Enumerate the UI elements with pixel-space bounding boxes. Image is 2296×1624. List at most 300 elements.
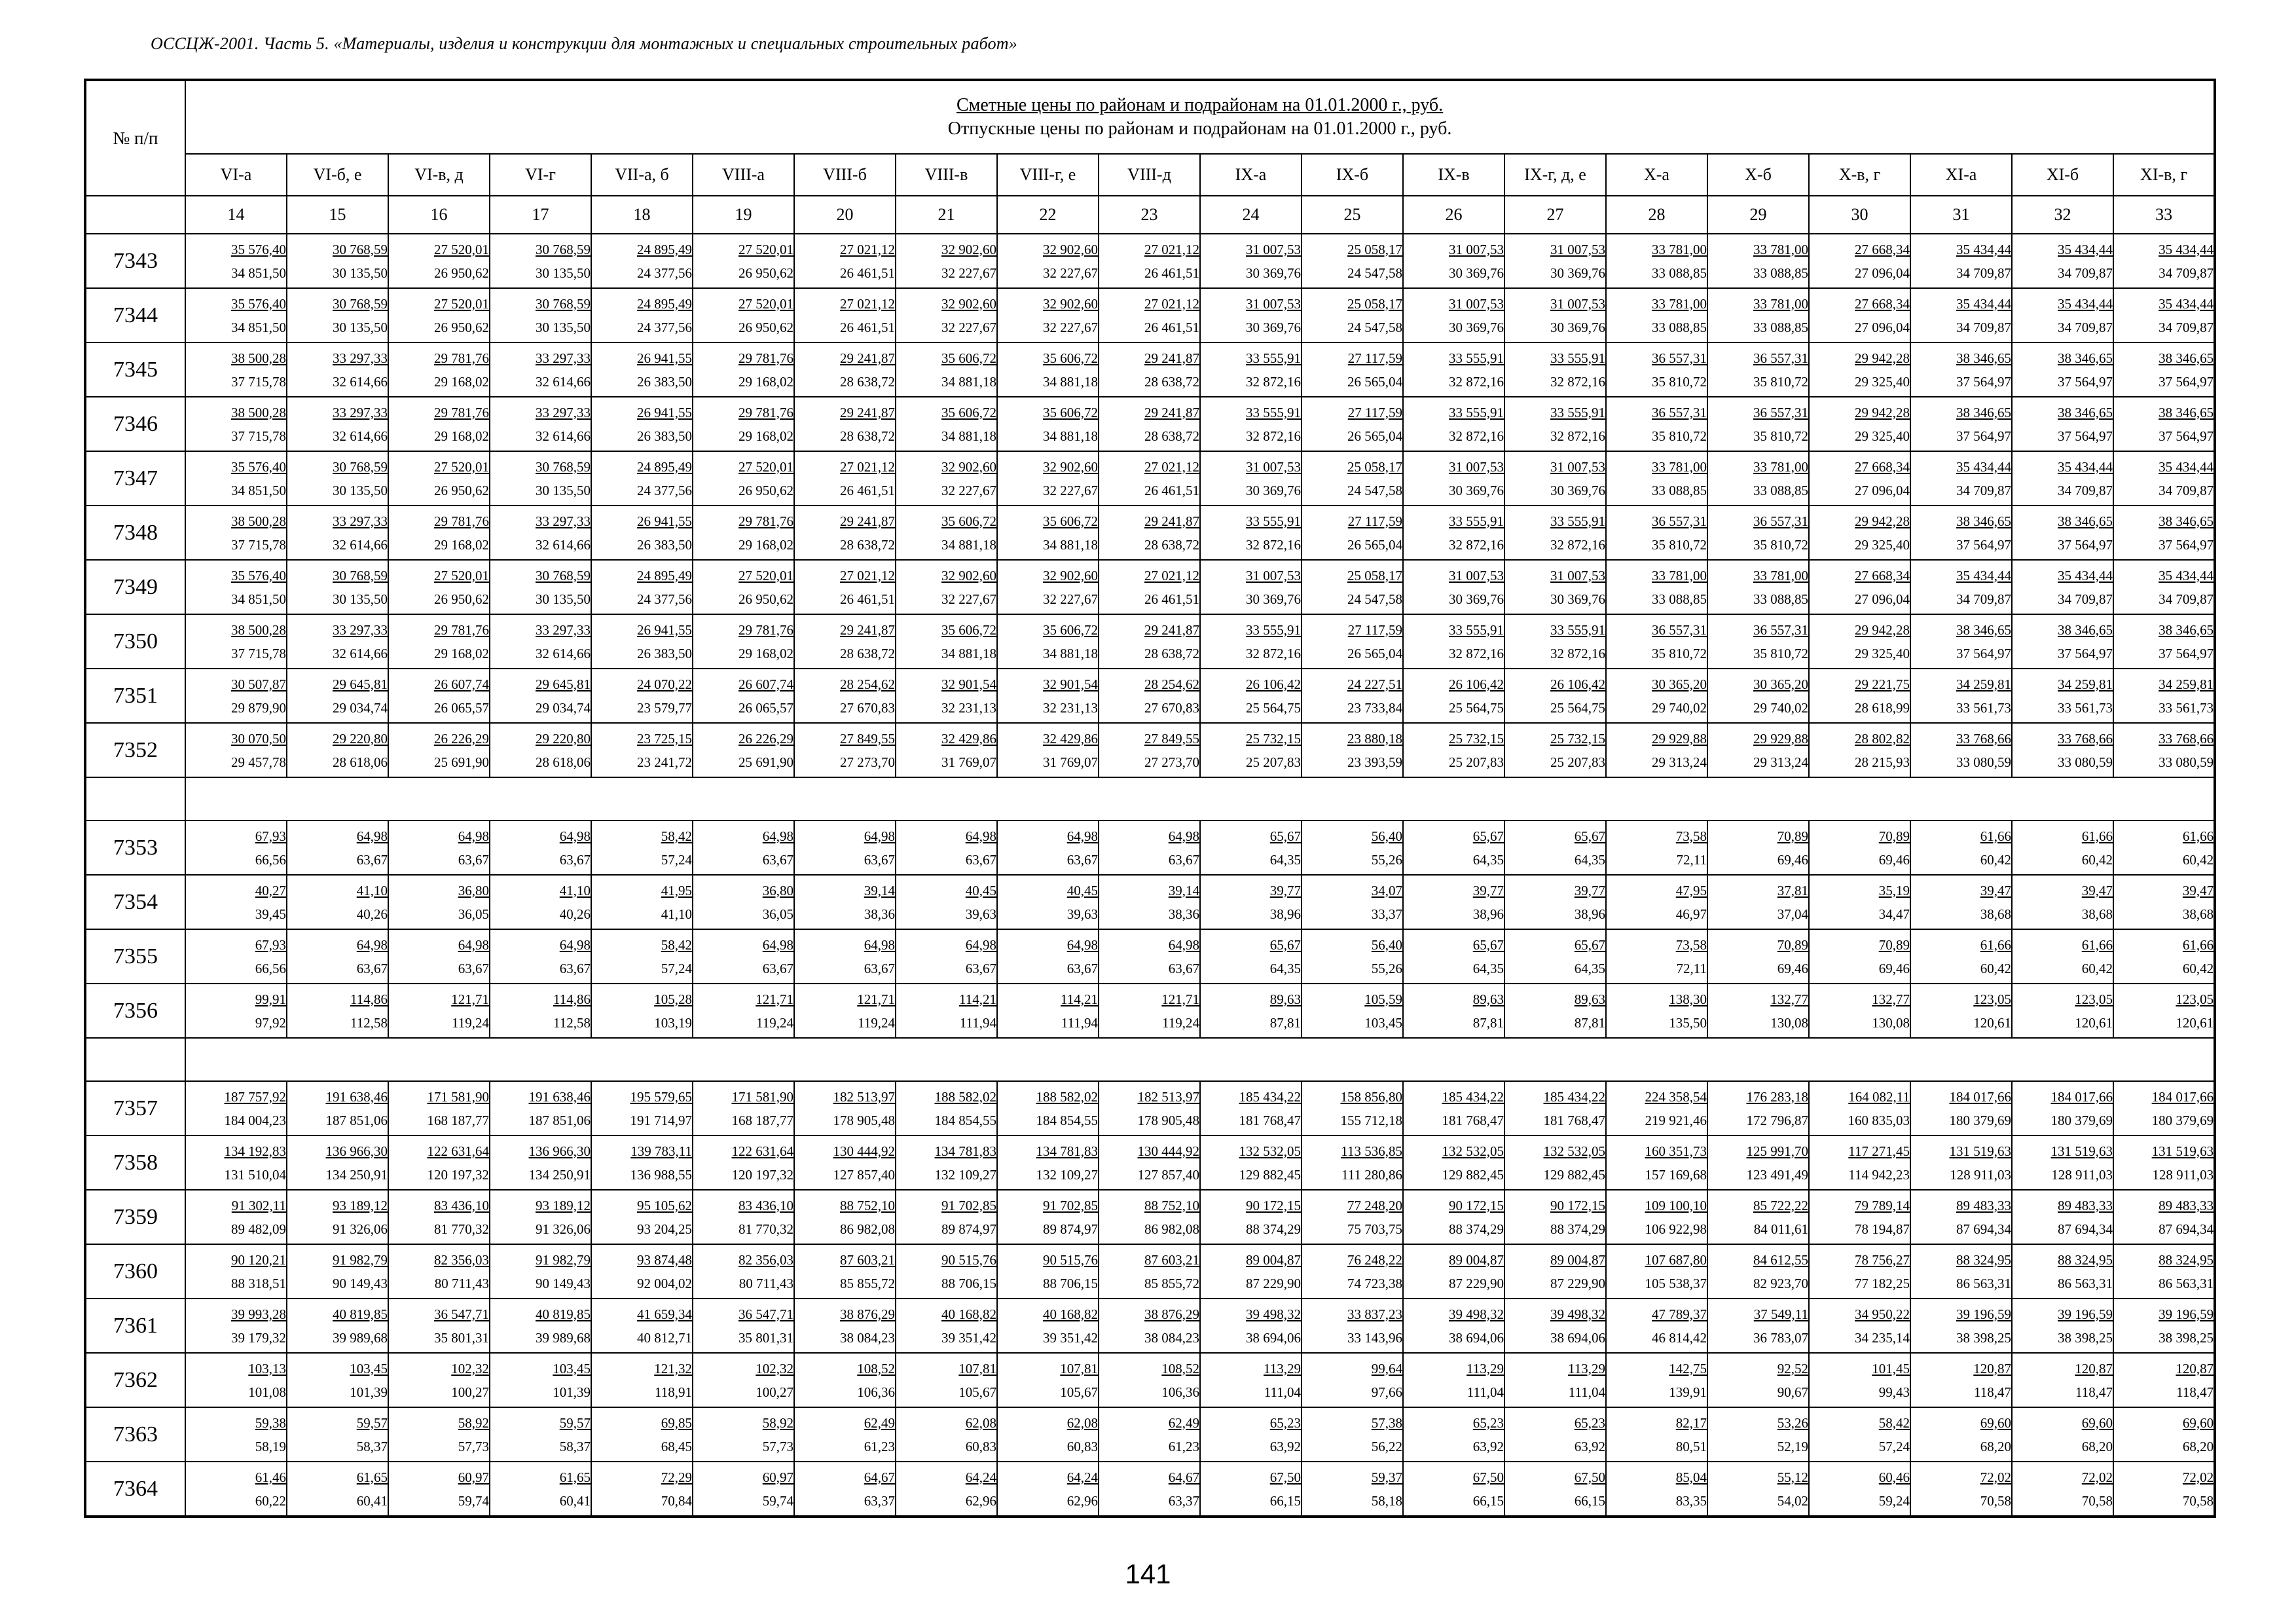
estimated-price: 131 519,63 (1949, 1143, 2011, 1159)
price-cell (1910, 234, 2012, 288)
estimated-price: 67,50 (1472, 1469, 1504, 1485)
estimated-price: 31 007,53 (1550, 295, 1605, 312)
estimated-price: 120,87 (2176, 1360, 2214, 1376)
price-cell (591, 1190, 693, 1244)
estimated-price: 93 189,12 (536, 1197, 591, 1213)
release-price: 30 369,76 (1550, 319, 1605, 335)
separator-cell (85, 1038, 185, 1081)
price-cell (1099, 288, 1200, 342)
estimated-price: 56,40 (1371, 828, 1402, 844)
release-price: 26 383,50 (637, 428, 692, 444)
release-price: 131 510,04 (224, 1166, 286, 1183)
estimated-price: 32 429,86 (1043, 730, 1098, 747)
release-price: 100,27 (756, 1384, 793, 1400)
region-header: IX-б (1302, 154, 1403, 196)
release-price: 130,08 (1770, 1014, 1808, 1031)
estimated-price: 35 576,40 (231, 241, 286, 257)
table-row (85, 1244, 2215, 1299)
estimated-price: 64,98 (864, 828, 895, 844)
estimated-price: 61,66 (2182, 828, 2214, 844)
estimated-price: 64,98 (965, 828, 996, 844)
release-price: 26 950,62 (434, 482, 489, 498)
release-price: 168 187,77 (427, 1112, 489, 1128)
price-cell (2012, 451, 2113, 506)
price-cell (1504, 669, 1606, 723)
price-cell (1606, 288, 1707, 342)
release-price: 93 204,25 (637, 1221, 692, 1237)
release-price: 25 564,75 (1449, 699, 1504, 716)
release-price: 89 874,97 (941, 1221, 996, 1237)
estimated-price: 132 532,05 (1239, 1143, 1301, 1159)
estimated-price: 55,12 (1777, 1469, 1808, 1485)
estimated-price: 92,52 (1777, 1360, 1808, 1376)
price-cell (1200, 1407, 1302, 1462)
price-cell (896, 1081, 997, 1135)
estimated-price: 33 555,91 (1550, 621, 1605, 638)
price-cell (1504, 288, 1606, 342)
price-cell (1403, 560, 1504, 614)
estimated-price: 87 603,21 (1144, 1251, 1199, 1268)
release-price: 30 135,50 (536, 591, 591, 607)
release-price: 37 564,97 (2058, 373, 2113, 390)
release-price: 35 801,31 (434, 1329, 489, 1346)
release-price: 32 227,67 (1043, 319, 1098, 335)
price-cell (1707, 1081, 1809, 1135)
estimated-price: 31 007,53 (1246, 241, 1301, 257)
release-price: 60,42 (2182, 851, 2214, 868)
release-price: 30 369,76 (1449, 319, 1504, 335)
price-cell (2113, 1135, 2215, 1190)
release-price: 38 084,23 (1144, 1329, 1199, 1346)
price-cell (794, 1462, 896, 1517)
release-price: 86 982,08 (840, 1221, 895, 1237)
estimated-price: 35 434,44 (2159, 458, 2214, 475)
estimated-price: 26 607,74 (434, 676, 489, 692)
estimated-price: 29 781,76 (738, 404, 793, 420)
price-cell (896, 614, 997, 669)
release-price: 64,35 (1574, 851, 1605, 868)
price-cell (1910, 614, 2012, 669)
release-price: 46 814,42 (1652, 1329, 1707, 1346)
release-price: 34 709,87 (2058, 265, 2113, 281)
estimated-price: 58,42 (661, 828, 692, 844)
estimated-price: 105,59 (1364, 991, 1402, 1007)
release-price: 60,41 (356, 1492, 388, 1509)
price-cell (997, 234, 1099, 288)
region-header: X-а (1606, 154, 1707, 196)
estimated-price: 30 768,59 (536, 295, 591, 312)
estimated-price: 30 768,59 (333, 295, 388, 312)
release-price: 29 168,02 (434, 645, 489, 661)
price-cell (1403, 1081, 1504, 1135)
release-price: 29 034,74 (333, 699, 388, 716)
estimated-price: 88 752,10 (1144, 1197, 1199, 1213)
price-cell (1809, 1299, 1910, 1353)
price-cell (185, 234, 287, 288)
price-cell (693, 821, 794, 875)
estimated-price: 33 297,33 (536, 513, 591, 529)
price-cell (1910, 1407, 2012, 1462)
price-cell (794, 1135, 896, 1190)
item-number: 7357 (85, 1081, 185, 1135)
estimated-price: 33 297,33 (536, 621, 591, 638)
price-cell (1910, 451, 2012, 506)
estimated-price: 39 498,32 (1550, 1306, 1605, 1322)
estimated-price: 36 547,71 (434, 1306, 489, 1322)
estimated-price: 35 606,72 (1043, 513, 1098, 529)
region-header: IX-а (1200, 154, 1302, 196)
section-separator-row (85, 777, 2215, 821)
price-cell (2113, 1353, 2215, 1407)
estimated-price: 60,46 (1878, 1469, 1910, 1485)
release-price: 130,08 (1872, 1014, 1910, 1031)
release-price: 70,84 (661, 1492, 692, 1509)
price-cell (1302, 1135, 1403, 1190)
estimated-price: 27 117,59 (1347, 513, 1402, 529)
release-price: 63,92 (1269, 1438, 1301, 1454)
release-price: 33 088,85 (1753, 482, 1808, 498)
price-cell (490, 1190, 591, 1244)
estimated-price: 102,32 (451, 1360, 489, 1376)
release-price: 88 706,15 (941, 1275, 996, 1291)
price-cell (1910, 669, 2012, 723)
price-cell (1302, 451, 1403, 506)
price-cell (388, 821, 490, 875)
price-cell (1403, 1462, 1504, 1517)
estimated-price: 32 902,60 (941, 241, 996, 257)
estimated-price: 33 781,00 (1753, 458, 1808, 475)
price-cell (997, 1353, 1099, 1407)
estimated-price: 35 434,44 (2159, 295, 2214, 312)
table-row (85, 506, 2215, 560)
release-price: 34 709,87 (2159, 319, 2214, 335)
estimated-price: 35 576,40 (231, 458, 286, 475)
release-price: 33 088,85 (1652, 265, 1707, 281)
estimated-price: 38 876,29 (1144, 1306, 1199, 1322)
release-price: 180 379,69 (2050, 1112, 2113, 1128)
price-cell (1403, 342, 1504, 397)
price-cell (1809, 875, 1910, 929)
release-price: 37 564,97 (1956, 536, 2011, 553)
release-price: 40,26 (559, 906, 591, 922)
release-price: 28 638,72 (1144, 428, 1199, 444)
release-price: 63,67 (1168, 851, 1199, 868)
column-number: 23 (1099, 196, 1200, 234)
release-price: 37 564,97 (2159, 536, 2214, 553)
region-header: VII-а, б (591, 154, 693, 196)
estimated-price: 40,27 (255, 882, 286, 898)
release-price: 181 768,47 (1543, 1112, 1605, 1128)
release-price: 27 273,70 (1144, 754, 1199, 770)
estimated-price: 89,63 (1574, 991, 1605, 1007)
estimated-price: 30 365,20 (1753, 676, 1808, 692)
release-price: 26 461,51 (840, 482, 895, 498)
estimated-price: 31 007,53 (1550, 567, 1605, 583)
release-price: 34 709,87 (2159, 591, 2214, 607)
estimated-price: 114,86 (553, 991, 591, 1007)
estimated-price: 27 668,34 (1855, 458, 1910, 475)
table-row (85, 397, 2215, 451)
item-number: 7360 (85, 1244, 185, 1299)
price-cell (1200, 560, 1302, 614)
estimated-price: 35 576,40 (231, 295, 286, 312)
price-cell (1910, 1244, 2012, 1299)
price-cell (1200, 1135, 1302, 1190)
estimated-price: 125 991,70 (1746, 1143, 1808, 1159)
estimated-price: 38 346,65 (2058, 513, 2113, 529)
release-price: 38 398,25 (1956, 1329, 2011, 1346)
release-price: 32 872,16 (1449, 373, 1504, 390)
price-cell (1504, 1353, 1606, 1407)
estimated-price: 122 631,64 (427, 1143, 489, 1159)
release-price: 30 135,50 (536, 319, 591, 335)
price-cell (1200, 234, 1302, 288)
estimated-price: 29 781,76 (434, 404, 489, 420)
release-price: 31 769,07 (941, 754, 996, 770)
price-cell (794, 1353, 896, 1407)
item-number: 7344 (85, 288, 185, 342)
estimated-price: 132 532,05 (1543, 1143, 1605, 1159)
release-price: 118,47 (1974, 1384, 2011, 1400)
release-price: 24 547,58 (1347, 319, 1402, 335)
release-price: 114 942,23 (1848, 1166, 1910, 1183)
price-cell (185, 1190, 287, 1244)
estimated-price: 59,37 (1371, 1469, 1402, 1485)
estimated-price: 132 532,05 (1442, 1143, 1504, 1159)
release-price: 35 810,72 (1753, 645, 1808, 661)
price-cell (1099, 1462, 1200, 1517)
price-cell (490, 723, 591, 777)
release-price: 63,67 (965, 960, 996, 976)
estimated-price: 90 172,15 (1550, 1197, 1605, 1213)
release-price: 90,67 (1777, 1384, 1808, 1400)
estimated-price: 37,81 (1777, 882, 1808, 898)
column-number: 15 (287, 196, 388, 234)
price-cell (1099, 560, 1200, 614)
estimated-price: 77 248,20 (1347, 1197, 1402, 1213)
price-cell (490, 560, 591, 614)
price-cell (794, 614, 896, 669)
price-cell (1809, 984, 1910, 1038)
release-price: 33 088,85 (1753, 265, 1808, 281)
price-cell (287, 560, 388, 614)
release-price: 219 921,46 (1645, 1112, 1707, 1128)
release-price: 25 691,90 (434, 754, 489, 770)
estimated-price: 114,21 (1061, 991, 1098, 1007)
release-price: 72,11 (1676, 960, 1707, 976)
price-cell (1707, 1353, 1809, 1407)
price-cell (591, 234, 693, 288)
estimated-price: 35 606,72 (1043, 404, 1098, 420)
release-price: 30 369,76 (1449, 482, 1504, 498)
price-cell (490, 984, 591, 1038)
price-cell (1302, 1081, 1403, 1135)
price-cell (1302, 1299, 1403, 1353)
release-price: 63,67 (458, 851, 489, 868)
release-price: 33 088,85 (1753, 591, 1808, 607)
estimated-price: 33 768,66 (2159, 730, 2214, 747)
price-cell (287, 288, 388, 342)
estimated-price: 39,77 (1269, 882, 1301, 898)
release-price: 32 227,67 (941, 482, 996, 498)
price-cell (1200, 1462, 1302, 1517)
price-cell (2113, 1462, 2215, 1517)
estimated-price: 184 017,66 (1949, 1088, 2011, 1105)
release-price: 69,46 (1777, 851, 1808, 868)
item-number: 7358 (85, 1135, 185, 1190)
release-price: 90 149,43 (333, 1275, 388, 1291)
estimated-price: 35 434,44 (1956, 567, 2011, 583)
release-price: 39 179,32 (231, 1329, 286, 1346)
release-price: 87 229,90 (1550, 1275, 1605, 1291)
estimated-price: 91 702,85 (941, 1197, 996, 1213)
estimated-price: 64,98 (1168, 828, 1199, 844)
price-cell (1606, 1462, 1707, 1517)
release-price: 63,67 (864, 851, 895, 868)
release-price: 87,81 (1269, 1014, 1301, 1031)
estimated-price: 184 017,66 (2151, 1088, 2214, 1105)
release-price: 111,04 (1568, 1384, 1605, 1400)
price-cell (1200, 1299, 1302, 1353)
price-cell (1200, 451, 1302, 506)
price-cell (388, 506, 490, 560)
price-cell (591, 506, 693, 560)
release-price: 120,61 (2075, 1014, 2113, 1031)
estimated-price: 101,45 (1872, 1360, 1910, 1376)
price-cell (997, 342, 1099, 397)
release-price: 37 564,97 (2159, 373, 2214, 390)
release-price: 33 080,59 (1956, 754, 2011, 770)
release-price: 39,63 (965, 906, 996, 922)
estimated-price: 57,38 (1371, 1414, 1402, 1431)
release-price: 38,96 (1574, 906, 1605, 922)
release-price: 29 325,40 (1855, 428, 1910, 444)
estimated-price: 34 259,81 (2058, 676, 2113, 692)
region-header: IX-г, д, е (1504, 154, 1606, 196)
region-header: VI-г (490, 154, 591, 196)
release-price: 25 207,83 (1246, 754, 1301, 770)
release-price: 63,67 (1168, 960, 1199, 976)
price-cell (1099, 1081, 1200, 1135)
release-price: 32 614,66 (536, 373, 591, 390)
price-cell (1707, 1462, 1809, 1517)
release-price: 30 369,76 (1449, 591, 1504, 607)
release-price: 83,35 (1675, 1492, 1707, 1509)
release-price: 136 988,55 (630, 1166, 692, 1183)
estimated-price: 33 555,91 (1246, 404, 1301, 420)
release-price: 32 231,13 (1043, 699, 1098, 716)
release-price: 35 810,72 (1652, 428, 1707, 444)
estimated-price: 47 789,37 (1652, 1306, 1707, 1322)
release-price: 37 715,78 (231, 536, 286, 553)
price-cell (1809, 288, 1910, 342)
price-cell (2113, 288, 2215, 342)
price-cell (1504, 723, 1606, 777)
release-price: 32 872,16 (1246, 536, 1301, 553)
price-cell (1099, 1299, 1200, 1353)
estimated-price: 33 297,33 (333, 404, 388, 420)
price-cell (287, 234, 388, 288)
price-cell (388, 397, 490, 451)
release-price: 29 168,02 (738, 536, 793, 553)
release-price: 32 227,67 (1043, 265, 1098, 281)
price-cell (185, 560, 287, 614)
estimated-price: 24 227,51 (1347, 676, 1402, 692)
release-price: 38,36 (1168, 906, 1199, 922)
price-cell (1302, 234, 1403, 288)
estimated-price: 35 434,44 (1956, 295, 2011, 312)
release-price: 111,04 (1264, 1384, 1301, 1400)
price-cell (1910, 506, 2012, 560)
price-cell (591, 451, 693, 506)
column-number: 19 (693, 196, 794, 234)
release-price: 37 564,97 (2058, 428, 2113, 444)
price-cell (2012, 560, 2113, 614)
release-price: 63,67 (762, 960, 793, 976)
table-row (85, 1135, 2215, 1190)
column-number: 27 (1504, 196, 1606, 234)
release-price: 180 379,69 (1949, 1112, 2011, 1128)
estimated-price: 25 058,17 (1347, 567, 1402, 583)
estimated-price: 89 004,87 (1246, 1251, 1301, 1268)
estimated-price: 39,77 (1472, 882, 1504, 898)
price-cell (490, 397, 591, 451)
release-price: 70,58 (1980, 1492, 2011, 1509)
estimated-price: 36 557,31 (1753, 404, 1808, 420)
release-price: 59,24 (1878, 1492, 1910, 1509)
estimated-price: 33 555,91 (1449, 621, 1504, 638)
price-cell (185, 506, 287, 560)
estimated-price: 33 781,00 (1652, 241, 1707, 257)
release-price: 25 564,75 (1550, 699, 1605, 716)
price-cell (997, 821, 1099, 875)
estimated-price: 176 283,18 (1746, 1088, 1808, 1105)
release-price: 30 135,50 (333, 482, 388, 498)
estimated-price: 70,89 (1777, 828, 1808, 844)
price-cell (185, 1462, 287, 1517)
estimated-price: 64,98 (864, 936, 895, 953)
estimated-price: 64,98 (458, 936, 489, 953)
price-cell (1504, 1299, 1606, 1353)
estimated-price: 134 781,83 (934, 1143, 996, 1159)
estimated-price: 65,67 (1472, 828, 1504, 844)
estimated-price: 59,57 (559, 1414, 591, 1431)
release-price: 106 922,98 (1645, 1221, 1707, 1237)
price-cell (896, 1135, 997, 1190)
release-price: 26 950,62 (434, 591, 489, 607)
estimated-price: 32 429,86 (941, 730, 996, 747)
estimated-price: 123,05 (2075, 991, 2113, 1007)
price-cell (1200, 1353, 1302, 1407)
release-price: 32 872,16 (1246, 428, 1301, 444)
release-price: 30 369,76 (1550, 265, 1605, 281)
release-price: 105,67 (958, 1384, 996, 1400)
estimated-price: 26 226,29 (738, 730, 793, 747)
estimated-price: 65,67 (1472, 936, 1504, 953)
price-cell (1606, 451, 1707, 506)
price-cell (1403, 1299, 1504, 1353)
price-cell (896, 506, 997, 560)
estimated-price: 31 007,53 (1550, 458, 1605, 475)
estimated-price: 69,60 (1980, 1414, 2011, 1431)
price-cell (1707, 288, 1809, 342)
price-cell (693, 1299, 794, 1353)
price-cell (1504, 342, 1606, 397)
price-cell (693, 397, 794, 451)
price-cell (693, 984, 794, 1038)
price-cell (591, 1244, 693, 1299)
price-cell (185, 929, 287, 984)
